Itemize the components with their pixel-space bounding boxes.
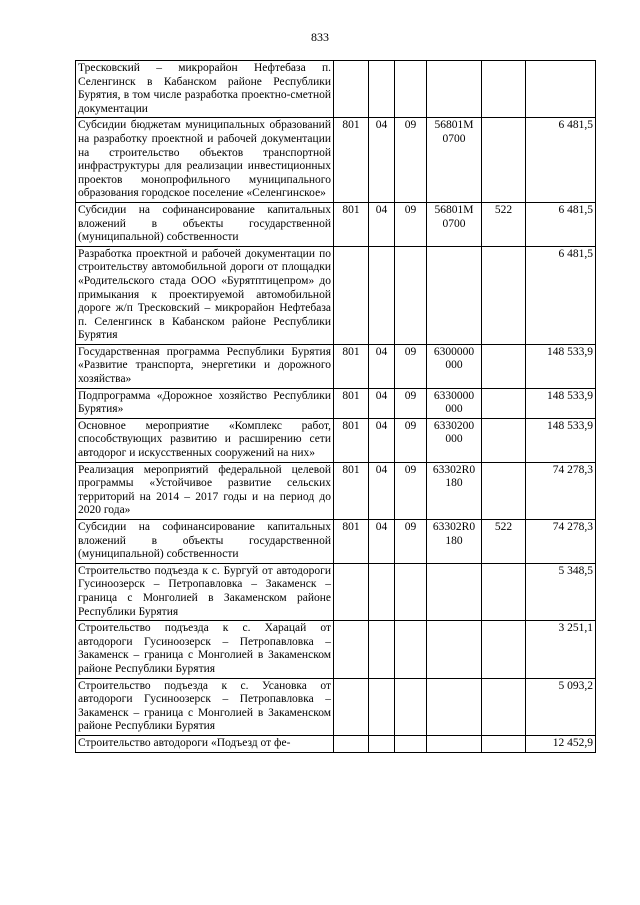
department-code — [334, 246, 369, 344]
subsection-code: 09 — [395, 520, 427, 564]
department-code — [334, 735, 369, 752]
row-description: Строительство подъезда к с. Харацай от автодороги Гусиноозерск – Петропавловка – Закаменск – граница с Монголией в Закаменском районе Республики Бурятия — [76, 621, 334, 678]
table-row — [76, 61, 596, 118]
department-code — [334, 678, 369, 735]
table-row — [76, 388, 596, 418]
table-row — [76, 118, 596, 203]
target-article-code: 6330000 000 — [427, 388, 482, 418]
table-row — [76, 621, 596, 678]
subsection-code: 09 — [395, 202, 427, 246]
department-code: 801 — [334, 520, 369, 564]
section-code: 04 — [369, 202, 395, 246]
expense-type-code — [482, 678, 526, 735]
expense-type-code — [482, 118, 526, 203]
expense-type-code — [482, 621, 526, 678]
amount: 148 533,9 — [526, 418, 596, 462]
target-article-code: 63302R0 180 — [427, 462, 482, 519]
amount: 6 481,5 — [526, 202, 596, 246]
row-description: Субсидии бюджетам муниципальных образований на разработку проектной и рабочей документации на строительство объектов транспортной инфраструктуры для реализации инвестиционных проектов монопрофильного муниципального образования городское поселение «Селенгинское» — [76, 118, 334, 203]
expense-type-code — [482, 418, 526, 462]
table-body — [76, 61, 596, 753]
subsection-code — [395, 621, 427, 678]
expense-type-code — [482, 462, 526, 519]
expense-type-code: 522 — [482, 202, 526, 246]
target-article-code — [427, 621, 482, 678]
section-code — [369, 621, 395, 678]
table-row — [76, 563, 596, 620]
section-code — [369, 735, 395, 752]
department-code: 801 — [334, 344, 369, 388]
target-article-code — [427, 735, 482, 752]
table-row — [76, 246, 596, 344]
subsection-code — [395, 246, 427, 344]
amount: 148 533,9 — [526, 388, 596, 418]
amount: 74 278,3 — [526, 520, 596, 564]
section-code: 04 — [369, 118, 395, 203]
department-code: 801 — [334, 418, 369, 462]
subsection-code — [395, 735, 427, 752]
row-description: Государственная программа Республики Бурятия «Развитие транспорта, энергетики и дорожного хозяйства» — [76, 344, 334, 388]
subsection-code — [395, 563, 427, 620]
table-row — [76, 418, 596, 462]
table-row — [76, 344, 596, 388]
department-code — [334, 563, 369, 620]
target-article-code — [427, 563, 482, 620]
target-article-code — [427, 246, 482, 344]
department-code — [334, 621, 369, 678]
amount: 3 251,1 — [526, 621, 596, 678]
amount: 6 481,5 — [526, 118, 596, 203]
expense-type-code — [482, 388, 526, 418]
section-code — [369, 246, 395, 344]
expense-type-code — [482, 735, 526, 752]
department-code: 801 — [334, 202, 369, 246]
row-description: Субсидии на софинансирование капитальных вложений в объекты государственной (муниципальной) собственности — [76, 202, 334, 246]
table-row — [76, 202, 596, 246]
subsection-code: 09 — [395, 462, 427, 519]
target-article-code: 56801М 0700 — [427, 202, 482, 246]
row-description: Тресковский – микрорайон Нефтебаза п. Селенгинск в Кабанском районе Республики Бурятия, в том числе разработка проектно-сметной документации — [76, 61, 334, 118]
amount: 74 278,3 — [526, 462, 596, 519]
amount: 6 481,5 — [526, 246, 596, 344]
amount: 5 093,2 — [526, 678, 596, 735]
subsection-code — [395, 61, 427, 118]
subsection-code — [395, 678, 427, 735]
expense-type-code — [482, 563, 526, 620]
expense-type-code — [482, 344, 526, 388]
department-code — [334, 61, 369, 118]
row-description: Реализация мероприятий федеральной целевой программы «Устойчивое развитие сельских территорий на 2014 – 2017 годы и на период до 2020 года» — [76, 462, 334, 519]
target-article-code: 6330200 000 — [427, 418, 482, 462]
table-row — [76, 735, 596, 752]
target-article-code: 63302R0 180 — [427, 520, 482, 564]
target-article-code: 6300000 000 — [427, 344, 482, 388]
section-code — [369, 678, 395, 735]
section-code: 04 — [369, 344, 395, 388]
subsection-code: 09 — [395, 418, 427, 462]
department-code: 801 — [334, 118, 369, 203]
target-article-code — [427, 678, 482, 735]
subsection-code: 09 — [395, 344, 427, 388]
row-description: Строительство подъезда к с. Усановка от автодороги Гусиноозерск – Петропавловка – Закаменск – граница с Монголией в Закаменском районе Республики Бурятия — [76, 678, 334, 735]
section-code: 04 — [369, 462, 395, 519]
row-description: Подпрограмма «Дорожное хозяйство Республики Бурятия» — [76, 388, 334, 418]
page-number: 833 — [311, 30, 329, 44]
row-description: Основное мероприятие «Комплекс работ, способствующих развитию и расширению сети автодорог и искусственных сооружений на них» — [76, 418, 334, 462]
expense-type-code: 522 — [482, 520, 526, 564]
budget-table — [75, 60, 596, 753]
target-article-code: 56801М 0700 — [427, 118, 482, 203]
amount: 12 452,9 — [526, 735, 596, 752]
amount: 148 533,9 — [526, 344, 596, 388]
row-description: Разработка проектной и рабочей документации по строительству автомобильной дороги от площадки «Родительского стада ООО «Бурятптицепром» до примыкания к проектируемой автомобильной дороге ж/п Тресковский – микрорайон Нефтебаза п. Селенгинск в Кабанском районе Республики Бурятия — [76, 246, 334, 344]
expense-type-code — [482, 61, 526, 118]
table-row — [76, 678, 596, 735]
section-code — [369, 61, 395, 118]
amount: 5 348,5 — [526, 563, 596, 620]
table-row — [76, 462, 596, 519]
amount — [526, 61, 596, 118]
subsection-code: 09 — [395, 388, 427, 418]
department-code: 801 — [334, 462, 369, 519]
section-code: 04 — [369, 520, 395, 564]
expense-type-code — [482, 246, 526, 344]
row-description: Строительство подъезда к с. Бургуй от автодороги Гусиноозерск – Петропавловка – Закаменск – граница с Монголией в Закаменском районе Республики Бурятия — [76, 563, 334, 620]
section-code — [369, 563, 395, 620]
row-description: Строительство автодороги «Подъезд от фе- — [76, 735, 334, 752]
table-row — [76, 520, 596, 564]
subsection-code: 09 — [395, 118, 427, 203]
section-code: 04 — [369, 418, 395, 462]
department-code: 801 — [334, 388, 369, 418]
section-code: 04 — [369, 388, 395, 418]
row-description: Субсидии на софинансирование капитальных вложений в объекты государственной (муниципальной) собственности — [76, 520, 334, 564]
target-article-code — [427, 61, 482, 118]
